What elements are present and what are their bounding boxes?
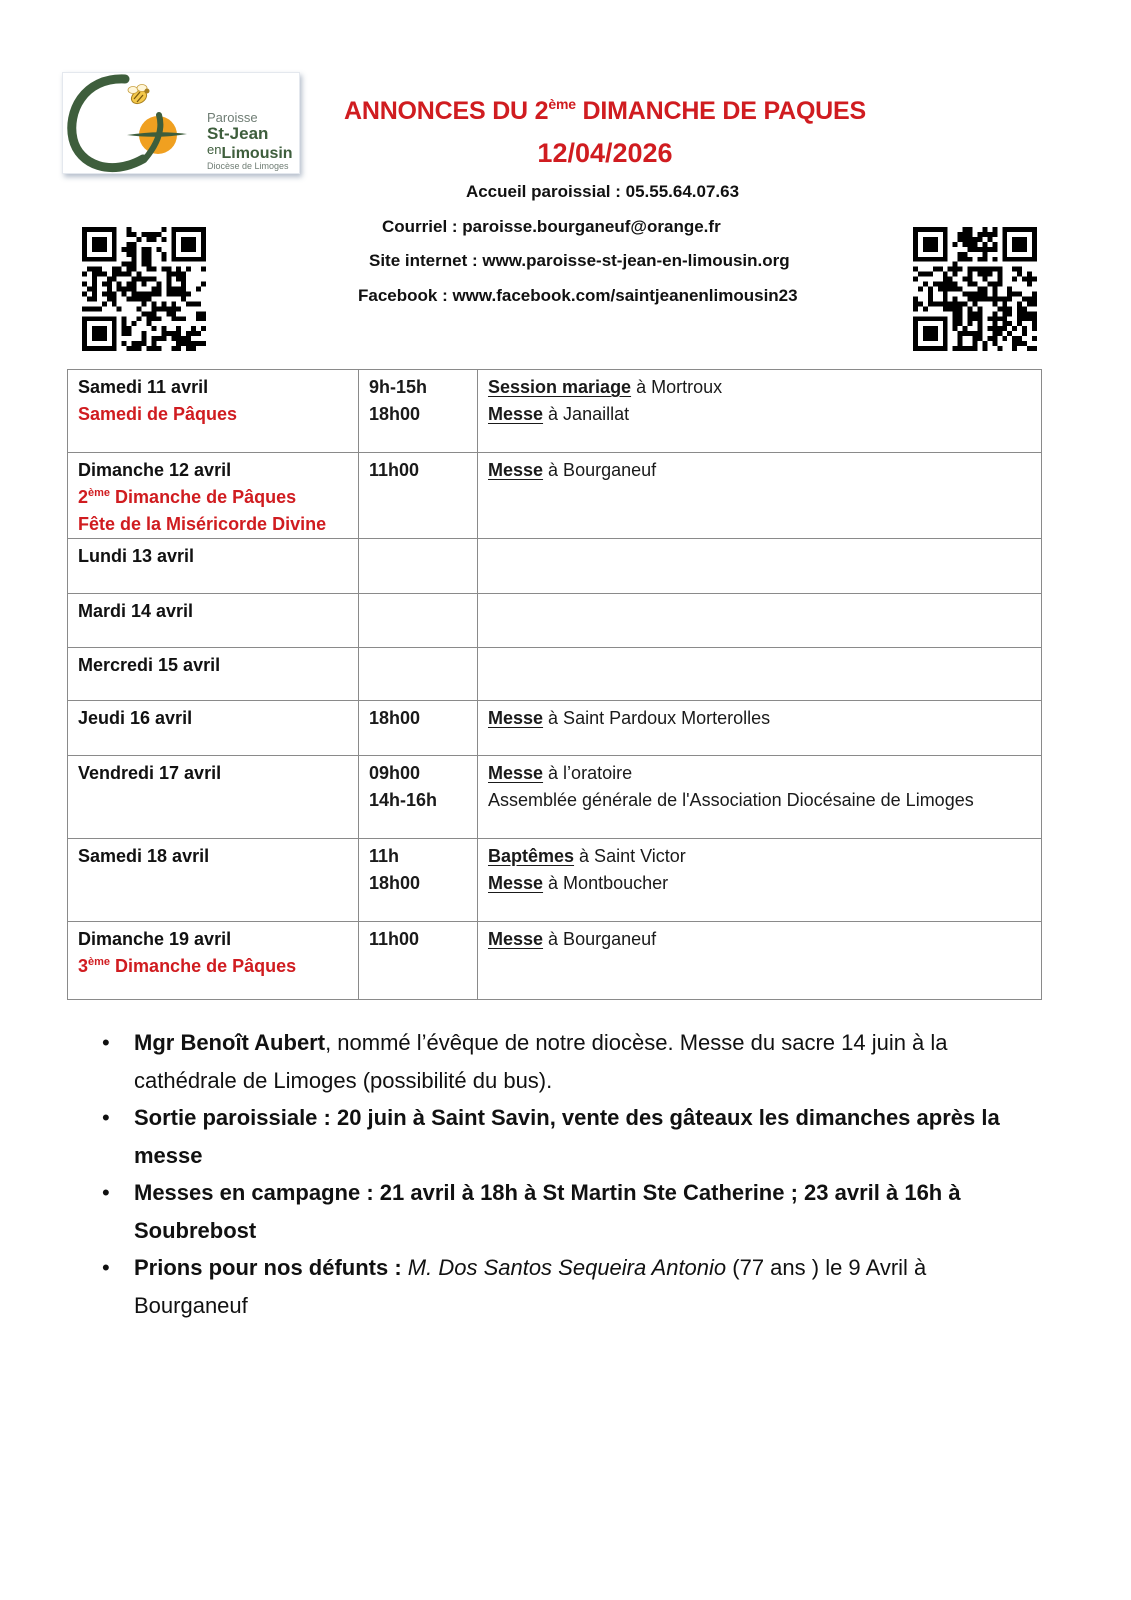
event-cell: [478, 839, 1042, 922]
time-value: 09h00: [369, 763, 421, 783]
time-cell: [359, 701, 478, 756]
qr-code-left-icon[interactable]: [82, 227, 206, 351]
contact-facebook[interactable]: Facebook : www.facebook.com/saintjeanenlimousin23: [358, 286, 798, 305]
liturgical-subtitle: 3ème Dimanche de Pâques: [78, 956, 297, 976]
event-cell: [478, 539, 1042, 594]
time-cell: [359, 594, 478, 648]
time-cell: [359, 539, 478, 594]
announcement-heading: Prions pour nos défunts :: [134, 1255, 408, 1280]
event-type: Messe: [488, 763, 544, 783]
ordinal-suffix: ème: [88, 956, 111, 968]
announcement-item: [104, 1174, 1014, 1249]
day-cell: [68, 539, 359, 594]
day-label: Mardi 14 avril: [78, 601, 194, 621]
page-date: 12/04/2026: [537, 138, 673, 168]
announcement-text: , nommé l’évêque de notre diocèse. Messe du sacre 14 juin à la cathédrale de Limoges (possibilité du bus).: [134, 1030, 948, 1093]
event-type: Messe: [488, 873, 544, 893]
day-label: Dimanche 19 avril: [78, 929, 232, 949]
time-value: 11h00: [369, 929, 420, 949]
event-type: Messe: [488, 404, 544, 424]
logo-line-3: $^{en}$Limousin: [207, 142, 293, 162]
table-row: [68, 539, 1042, 594]
event-item: Messe à Montboucher: [488, 873, 669, 893]
page-title: ANNONCES DU 2ème DIMANCHE DE PAQUES: [343, 96, 866, 125]
day-label: Samedi 18 avril: [78, 846, 210, 866]
announcement-item: [104, 1249, 1014, 1324]
event-item: Assemblée générale de l'Association Diocésaine de Limoges: [488, 790, 974, 810]
event-cell: [478, 756, 1042, 839]
event-cell: [478, 453, 1042, 539]
announcement-item: [104, 1099, 1014, 1174]
table-row: [68, 594, 1042, 648]
liturgical-subtitle: Samedi de Pâques: [78, 404, 238, 424]
contact-phone: Accueil paroissial : 05.55.64.07.63: [465, 182, 740, 201]
announcement-text: (77 ans ) le 9 Avril à Bourganeuf: [134, 1255, 927, 1318]
time-value: 18h00: [369, 708, 421, 728]
table-row: [68, 453, 1042, 539]
time-cell: [359, 756, 478, 839]
time-cell: [359, 648, 478, 701]
announcement-heading: Mgr Benoît Aubert: [134, 1030, 326, 1055]
announcement-item: [104, 1024, 1014, 1099]
table-row: [68, 839, 1042, 922]
day-label: Dimanche 12 avril: [78, 460, 232, 480]
table-row: [68, 922, 1042, 1000]
event-type: Messe: [488, 460, 544, 480]
announcement-heading: Messes en campagne : 21 avril à 18h à St Martin Ste Catherine ; 23 avril à 16h à Soubrebost: [134, 1180, 961, 1243]
event-cell: [478, 648, 1042, 701]
ordinal-suffix: ème: [88, 487, 111, 499]
time-value: 18h00: [369, 873, 421, 893]
table-row: [68, 756, 1042, 839]
liturgical-subtitle: Fête de la Miséricorde Divine: [78, 514, 327, 534]
logo-line-2: St-Jean: [207, 124, 269, 143]
day-cell: [68, 370, 359, 453]
day-label: Samedi 11 avril: [78, 377, 209, 397]
time-value: 11h: [369, 846, 400, 866]
event-item: Messe à l’oratoire: [488, 763, 633, 783]
time-cell: [359, 453, 478, 539]
event-item: Session mariage à Mortroux: [488, 377, 723, 397]
day-label: Jeudi 16 avril: [78, 708, 193, 728]
event-type: Messe: [488, 929, 544, 949]
logo-text: [207, 111, 293, 171]
table-row: [68, 701, 1042, 756]
contact-website[interactable]: Site internet : www.paroisse-st-jean-en-limousin.org: [369, 251, 790, 270]
event-cell: [478, 701, 1042, 756]
qr-code-right-icon[interactable]: [913, 227, 1037, 351]
event-type: Messe: [488, 708, 544, 728]
day-label: Lundi 13 avril: [78, 546, 195, 566]
table-row: [68, 370, 1042, 453]
event-type: Session mariage: [488, 377, 632, 397]
time-value: 14h-16h: [369, 790, 438, 810]
event-item: Messe à Saint Pardoux Morterolles: [488, 708, 771, 728]
day-label: Mercredi 15 avril: [78, 655, 221, 675]
day-cell: [68, 839, 359, 922]
time-value: 9h-15h: [369, 377, 428, 397]
time-value: 18h00: [369, 404, 421, 424]
logo-line-4: Diocèse de Limoges: [207, 161, 289, 171]
time-value: 11h00: [369, 460, 420, 480]
time-cell: [359, 370, 478, 453]
parish-logo: [62, 72, 300, 174]
liturgical-subtitle: 2ème Dimanche de Pâques: [78, 487, 297, 507]
announcement-heading: Sortie paroissiale : 20 juin à Saint Savin, vente des gâteaux les dimanches après la messe: [134, 1105, 1000, 1168]
day-cell: [68, 701, 359, 756]
event-type: Baptêmes: [488, 846, 575, 866]
schedule-table: [67, 369, 1042, 1000]
bee-icon: [128, 85, 150, 107]
contact-email[interactable]: Courriel : paroisse.bourganeuf@orange.fr: [382, 217, 721, 236]
logo-line-1: Paroisse: [207, 110, 258, 125]
time-cell: [359, 839, 478, 922]
event-item: Messe à Bourganeuf: [488, 929, 657, 949]
event-cell: [478, 594, 1042, 648]
day-cell: [68, 453, 359, 539]
event-item: Messe à Janaillat: [488, 404, 630, 424]
day-cell: [68, 648, 359, 701]
event-item: Messe à Bourganeuf: [488, 460, 657, 480]
event-cell: [478, 370, 1042, 453]
day-cell: [68, 922, 359, 1000]
announcement-name: M. Dos Santos Sequeira Antonio: [407, 1255, 727, 1280]
day-cell: [68, 594, 359, 648]
day-label: Vendredi 17 avril: [78, 763, 222, 783]
time-cell: [359, 922, 478, 1000]
announcements-list: [104, 1024, 1014, 1324]
event-item: Baptêmes à Saint Victor: [488, 846, 686, 866]
day-cell: [68, 756, 359, 839]
table-row: [68, 648, 1042, 701]
event-cell: [478, 922, 1042, 1000]
